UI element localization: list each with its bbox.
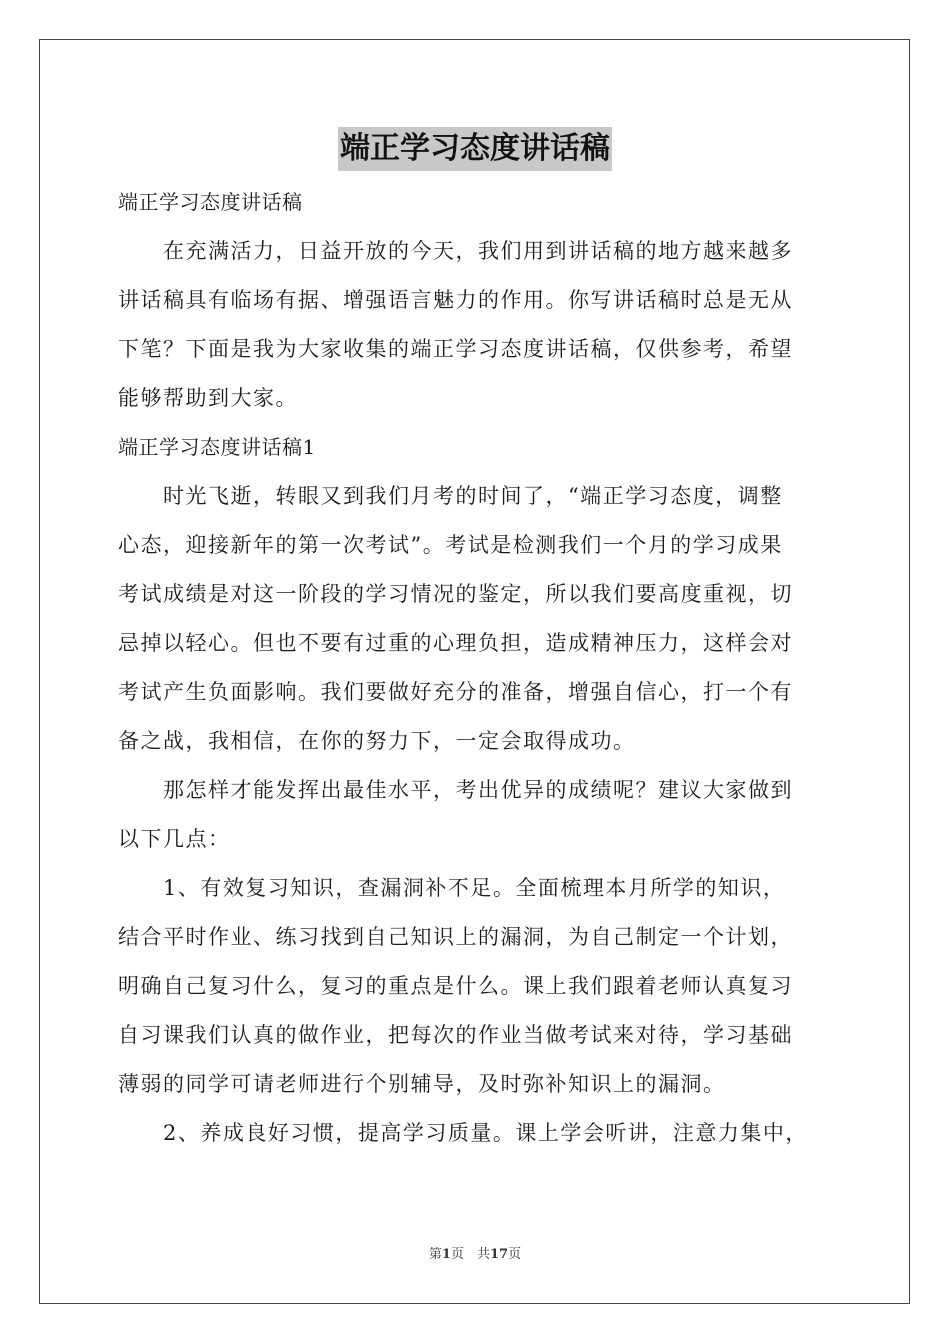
footer-total-pages: 17	[489, 1247, 509, 1262]
body-text-line: 心态，迎接新年的第一次考试”。考试是检测我们一个月的学习成果	[118, 533, 783, 557]
footer-page-suffix: 页	[508, 1247, 522, 1262]
body-text-line: 下笔？下面是我为大家收集的端正学习态度讲话稿，仅供参考，希望	[118, 337, 793, 361]
body-text-line: 在充满活力，日益开放的今天，我们用到讲话稿的地方越来越多	[163, 239, 793, 263]
body-text-line: 结合平时作业、练习找到自己知识上的漏洞，为自己制定一个计划，	[118, 925, 793, 949]
body-text-line: 以下几点：	[118, 827, 231, 851]
body-text-line: 自习课我们认真的做作业，把每次的作业当做考试来对待，学习基础	[118, 1023, 793, 1047]
body-text-line: 考试产生负面影响。我们要做好充分的准备，增强自信心，打一个有	[118, 680, 793, 704]
body-text-line: 备之战，我相信，在你的努力下，一定会取得成功。	[118, 729, 636, 753]
body-text-line: 忌掉以轻心。但也不要有过重的心理负担，造成精神压力，这样会对	[118, 631, 793, 655]
title-container	[0, 127, 950, 171]
body-text-line: 那怎样才能发挥出最佳水平，考出优异的成绩呢？建议大家做到	[163, 778, 793, 802]
document-body	[118, 178, 834, 1158]
document-title: 端正学习态度讲话稿	[338, 127, 612, 171]
body-text-line: 2、养成良好习惯，提高学习质量。课上学会听讲，注意力集中，	[163, 1121, 808, 1145]
body-text-line: 1、有效复习知识，查漏洞补不足。全面梳理本月所学的知识，	[163, 876, 786, 900]
body-text-line: 讲话稿具有临场有据、增强语言魅力的作用。你写讲话稿时总是无从	[118, 288, 793, 312]
footer-current-page: 1	[441, 1247, 451, 1262]
body-text-line: 薄弱的同学可请老师进行个别辅导，及时弥补知识上的漏洞。	[118, 1072, 726, 1096]
body-text-line: 能够帮助到大家。	[118, 386, 298, 410]
body-text-line: 时光飞逝，转眼又到我们月考的时间了，“端正学习态度，调整	[163, 484, 783, 508]
section-heading: 端正学习态度讲话稿1	[118, 435, 316, 459]
body-text-line: 明确自己复习什么，复习的重点是什么。课上我们跟着老师认真复习	[118, 974, 793, 998]
footer-page-prefix: 第	[428, 1247, 442, 1262]
page-footer	[0, 1246, 950, 1264]
body-text-line: 考试成绩是对这一阶段的学习情况的鉴定，所以我们要高度重视，切	[118, 582, 793, 606]
footer-page-mid: 页 共	[450, 1247, 490, 1262]
section-heading: 端正学习态度讲话稿	[118, 190, 303, 214]
